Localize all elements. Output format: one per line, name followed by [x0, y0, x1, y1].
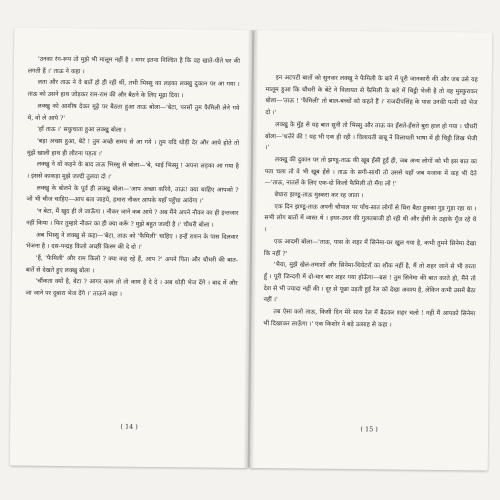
paragraph: तब ऐसा करो ताऊ, किसी दिन मेरे साथ रेल में बैठकर शहर चलो ! नहीं मैं आपको सिनेमा भी दिखाकर लाऊँगा ।' एक किशोर ने बड़े उत्साह से कहा । — [263, 308, 476, 329]
paragraph: 'चौंकता क्यों है, बेटा ? आगर काम तो तो काम है दे दे । अब थोड़ी भेज देंगे । बाद में और जा जाने पर दुबारा भेज देंगे ।' ताऊने कहा । — [25, 278, 238, 298]
right-page-text — [263, 72, 478, 332]
paragraph: इन अटपटी बातों को सुनकर लक्खु ने फैमिली के बारे में पूरी जानकारी की और जब उसे यह मालूम हुआ कि चौधरी के बेटे ने विलायत से फैमिली के बारे में चिट्ठी भेजी है तो वह मुस्कुराकर बोला—'ताऊ ! 'फैमिली' तो बाल-बच्चों को कहते हैं ।' राजदीपसिंह के पास उनकी पत्नी को भेज दो ।' — [265, 74, 478, 117]
paragraph: बेचारा झण्डू-ताऊ मुस्करा कर रह जाता । — [274, 191, 364, 200]
page-number-right: ( 15 ) — [360, 425, 378, 434]
paragraph: लक्खु की दुकान पर तो झण्डू-ताऊ की खूब हँसी हुई ही, जब अन्य लोगों को भी इस बात का पता चला तो वे भी खूब हँसे । ताऊ के सगी-साथी तो उससे यहाँ जब मजाक में कह भी देते—'ताऊ, नातलें के लिए एक-दो किलो फैमिली तो मँगा लो !' — [264, 156, 477, 188]
paragraph: लक्खु ने यों कहने के बाद ताऊ भिस्सु से बोला—'बे, भाई भिस्सु ! अपना लड़का आ गया है । इससे काकड़ा मुझे जल्दी तुलवा दो ।' — [26, 161, 239, 181]
paragraph: 'बड़ा अच्छा हुआ, बेटे ! तुम अच्छे समय से आ गये । तुम यदि थोड़ी देर और आये होते तो मुझे खाली हाथ ही लौटना पड़ता ।' — [26, 137, 240, 158]
paragraph: 'उनका रंग-रूप तो मुझे भी मालूम नहीं है । मगर इतना निश्चित है कि वह खाते-पीते घर की लगती हैं ।' ताऊ ने कहा । — [27, 55, 241, 75]
paragraph: 'हाँ ताऊ ।' सकुचाता हुआ लक्खु बोला । — [37, 125, 126, 134]
left-page-text — [25, 54, 240, 302]
paragraph: लता और ताऊ ने वे बातें हो ही रही थीं, तभी भिस्सु का लड़का लक्खु दुकान पर आ गया । ताऊ को उसने हाथ जोड़कर राम-राम की और बैठने के लिए मूढ़ा दिया । — [27, 79, 240, 100]
paragraph: 'भैया, मुझे खेल-तमाशों और सिनेमा-थियेटरों का शौक नहीं है, मैं तो शहर जाने से भी डरता हूँ । पूरी जिन्दगी में दो-चार बार शहर गया होऊँगा—बस ! तुम सिनेमा की बात करते हो, मैंने तो देश से भी ज्यादा नहीं की । दूर से पूछा उड़ती हुई रेल को देखा अवश्य है, लेकिन कभी उसमें बैठा नहीं ।' — [263, 261, 476, 304]
paragraph: लक्खु के मुँह से यह बात सुनी तो भिस्सु और ताऊ का हँसते-हँसते बुरा हाल हो गया । चौधरी बोला—'धत्तेरे की ! यह भी एक ही रही । विलायती बाबू ने विलायती भाषा में ही चिट्ठी लिख भेजी ।' — [265, 121, 478, 152]
paragraph: एक आदमी बोला—'ताऊ, पास के शहर में सिनेमा-घर खुल गया है, कभी तुमने सिनेमा देखा कि नहीं ?' — [263, 238, 477, 257]
paragraph: अब भिस्सु ने लक्खु से कहा—'बेटा, ताऊ को 'फैमिली' चाहिए । इन्हें राशन के पास दिलवार भेजना है । दस-पन्द्रह किलो अच्छी किस्म की दे दो ।' — [25, 231, 239, 252]
page-number-left: ( 14 ) — [120, 422, 138, 431]
paragraph: लक्खु को आशीष देकर मूढ़े पर बैठता हुआ ताऊ बोला—'बेटा, परसों तुम फैमिली लेने गये थे, वो ले आये ?' — [27, 102, 240, 122]
paragraph: एक दिन झण्डू-ताऊ अपनी चौपाल पर पाँच-सात लोगों से घिरा बैठा हुक्का गुड़ गुड़ा रहा था । सभी लोग बातों में व्यस्त थे । इधर-उधर की गुलतबाजी हो रही थी और हँसी के ठहाके गूँज रहे थे । — [264, 202, 477, 234]
open-book — [10, 27, 495, 470]
paragraph: 'हैं, 'फैमिली' और राम किलो ? क्या कह रहे हैं, आप ?' अपने पिता और चौधरी की बात-बातें से देखते हुए लक्खु बोला । — [25, 254, 238, 275]
left-page — [10, 27, 253, 467]
paragraph: लक्खु के बोलने के पूर्व ही लक्खु बोला—'आप अच्छा करिये, ताऊ! क्या चाहिए आपको ? जो भी चीज चाहिए—आप बता जाइये, हमारा नौकर आपके यहाँ पहुँचा आयेगा ।' — [26, 184, 239, 205]
right-page — [250, 30, 493, 470]
paragraph: 'न बेटा, मैं खुद ही ले जाऊँगा । नौकर जाने कब आये ? अब मैंने अपने नौकर का ही इन्तजार नहीं किया । फिर तुम्हारे नौकर का ही क्या करूँ ? मुझे बहुत जल्दी है ।' चौधरी बोला । — [26, 207, 239, 229]
